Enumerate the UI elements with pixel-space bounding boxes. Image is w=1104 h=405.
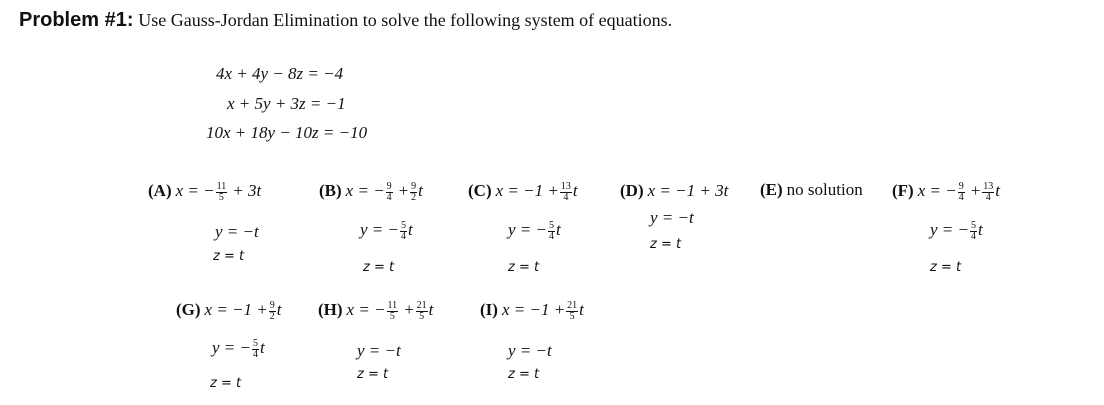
option-b-label: (B) [319, 181, 342, 200]
option-b-y: y = − $\frac{5}{4}$ t [360, 219, 413, 242]
option-f-y: y = − $\frac{5}{4}$ t [930, 219, 983, 242]
equation-3: 10x + 18y − 10z = −10 [206, 123, 368, 142]
fraction: $\frac{9}{2}$ [269, 299, 275, 322]
option-c-x: (C) x = −1 + $\frac{13}{4}$ t [468, 180, 578, 203]
option-i-z: z = t [508, 367, 540, 382]
problem-label: Problem #1: [19, 9, 134, 31]
option-d-z: z = t [650, 237, 682, 252]
fraction: $\frac{5}{4}$ [549, 219, 554, 242]
option-d-y: y = −t [650, 208, 694, 227]
option-i-label: (I) [480, 300, 498, 319]
equation-1: 4x + 4y − 8z = −4 [216, 64, 344, 83]
fraction: $\frac{9}{4}$ [958, 180, 964, 203]
option-g-x: (G) x = −1 + $\frac{9}{2}$ t [176, 299, 282, 322]
option-g-label: (G) [176, 300, 201, 319]
option-c-y: y = − $\frac{5}{4}$ t [508, 219, 561, 242]
option-h-label: (H) [318, 300, 343, 319]
option-a-z: z = t [213, 249, 245, 264]
fraction: $\frac{11}{5}$ [216, 180, 227, 203]
option-h-y: y = −t [357, 341, 401, 360]
option-i-y: y = −t [508, 341, 552, 360]
fraction: $\frac{13}{4}$ [560, 180, 571, 203]
fraction: $\frac{11}{5}$ [387, 299, 398, 322]
option-b-x: (B) x = − $\frac{9}{4}$ + $\frac{9}{2}$ t [319, 180, 423, 203]
option-f-x: (F) x = − $\frac{9}{4}$ + $\frac{13}{4}$ t [892, 180, 1000, 203]
fraction: $\frac{9}{4}$ [386, 180, 392, 203]
fraction: $\frac{5}{4}$ [401, 219, 406, 242]
option-e: (E) no solution [760, 180, 863, 199]
option-d-x: (D) x = −1 + 3t [620, 181, 729, 200]
option-d-label: (D) [620, 181, 644, 200]
problem-heading [19, 9, 672, 32]
option-i-x: (I) x = −1 + $\frac{21}{5}$ t [480, 299, 584, 322]
option-c-label: (C) [468, 181, 492, 200]
option-c-z: z = t [508, 260, 540, 275]
option-h-x: (H) x = − $\frac{11}{5}$ + $\frac{21}{5}$ t [318, 299, 434, 322]
option-g-y: y = − $\frac{5}{4}$ t [212, 337, 265, 360]
equation-2: x + 5y + 3z = −1 [227, 94, 346, 113]
option-e-label: (E) [760, 180, 783, 199]
fraction: $\frac{5}{4}$ [971, 219, 976, 242]
option-f-z: z = t [930, 260, 962, 275]
fraction: $\frac{5}{4}$ [253, 337, 258, 360]
problem-statement: Use Gauss-Jordan Elimination to solve the following system of equations. [138, 10, 673, 30]
option-a-label: (A) [148, 181, 172, 200]
option-a-x: (A) x = − $\frac{11}{5}$ + 3t [148, 180, 262, 203]
fraction: $\frac{21}{5}$ [567, 299, 578, 322]
fraction: $\frac{13}{4}$ [983, 180, 994, 203]
option-a-y: y = −t [215, 222, 259, 241]
fraction: $\frac{9}{2}$ [411, 180, 417, 203]
option-g-z: z = t [210, 376, 242, 391]
option-b-z: z = t [363, 260, 395, 275]
option-h-z: z = t [357, 367, 389, 382]
option-f-label: (F) [892, 181, 914, 200]
fraction: $\frac{21}{5}$ [416, 299, 427, 322]
